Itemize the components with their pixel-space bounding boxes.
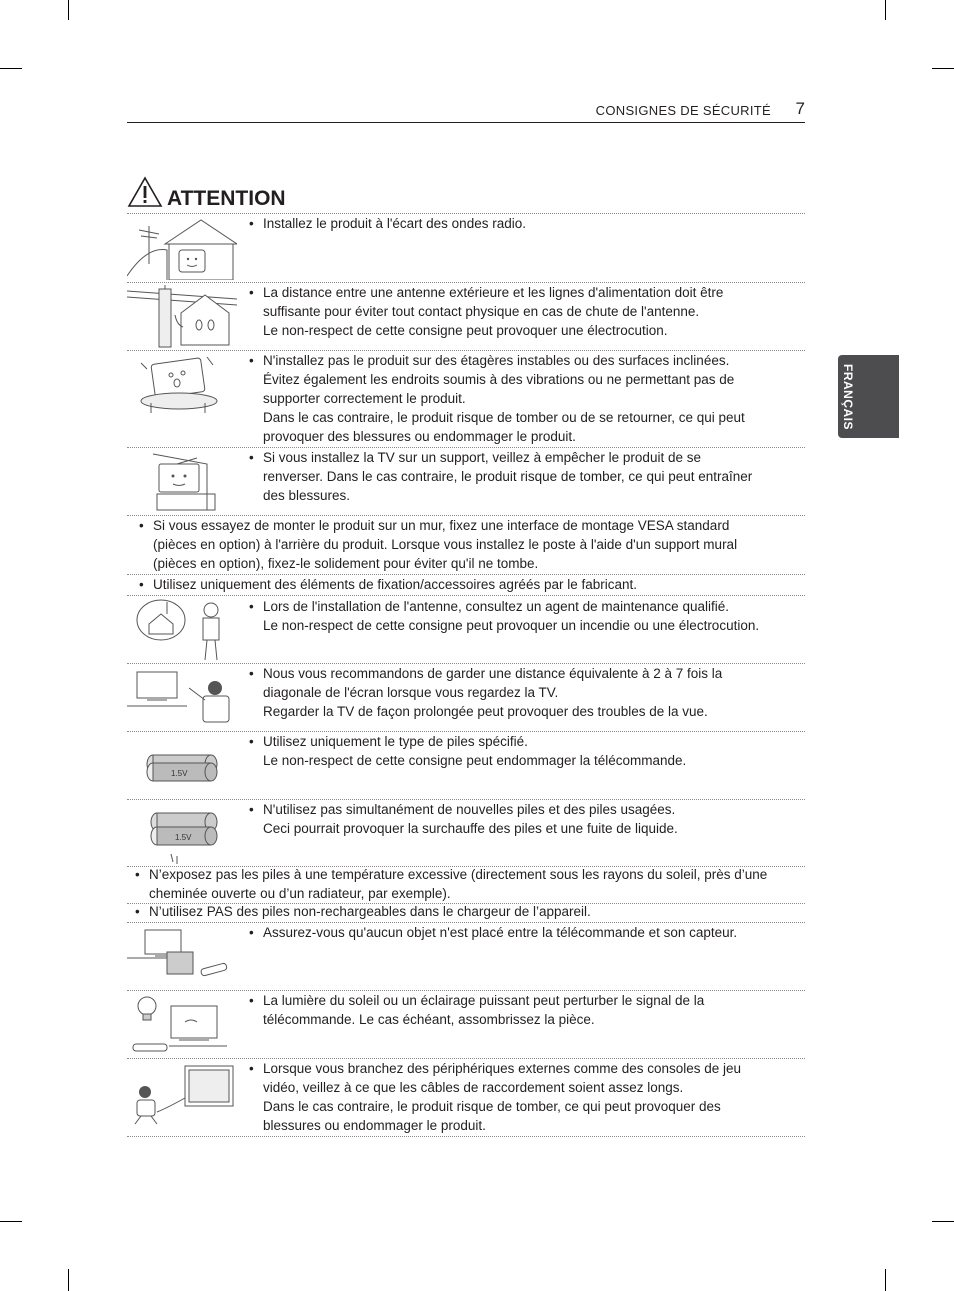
crop-mark [68, 1269, 69, 1291]
crop-mark [885, 1269, 886, 1291]
item-line: N'installez pas le produit sur des étagères instables ou des surfaces inclinées. [263, 353, 730, 368]
item-line: Utilisez uniquement le type de piles spécifié. [263, 734, 528, 749]
crop-mark [68, 0, 69, 20]
item-line: Regarder la TV de façon prolongée peut provoquer des troubles de la vue. [263, 704, 708, 719]
antenna-powerline-illustration [127, 285, 237, 349]
bullet: • [249, 734, 254, 749]
item-line: Évitez également les endroits soumis à des vibrations ou ne permettant pas de [263, 372, 735, 387]
language-tab [838, 355, 899, 438]
list-item [249, 214, 526, 233]
bullet: • [249, 802, 254, 817]
item-line: provoquer des blessures ou endommager le produit. [263, 429, 576, 444]
list-item [135, 902, 591, 921]
list-item [249, 448, 753, 505]
row-separator [127, 595, 805, 596]
item-line: supporter correctement le produit. [263, 391, 466, 406]
list-item [249, 597, 760, 635]
item-line: vidéo, veillez à ce que les câbles de raccordement soient assez longs. [263, 1080, 684, 1095]
bullet: • [139, 518, 144, 533]
item-line: (pièces en option), fixez-le solidement pour éviter qu'il ne tombe. [153, 556, 539, 571]
item-line: N’exposez pas les piles à une température excessive (directement sous les rayons du soleil, près d’une [149, 867, 768, 882]
bullet: • [135, 867, 140, 882]
remote-obstacle-illustration [127, 926, 237, 990]
house-antenna-illustration [127, 216, 237, 280]
crop-mark [932, 1221, 954, 1222]
item-line: Lorsque vous branchez des périphériques externes comme des consoles de jeu [263, 1061, 742, 1076]
item-line: Le non-respect de cette consigne peut provoquer une électrocution. [263, 323, 668, 338]
list-item [139, 575, 638, 594]
item-line: Utilisez uniquement des éléments de fixation/accessoires agréés par le fabricant. [153, 577, 638, 592]
item-line: (pièces en option) à l'arrière du produit. Lorsque vous installez le poste à l'aide d'un support mural [153, 537, 738, 552]
item-line: suffisante pour éviter tout contact physique en cas de chute de l'antenne. [263, 304, 700, 319]
list-item [135, 865, 768, 903]
list-item [249, 732, 687, 770]
item-line: Dans le cas contraire, le produit risque de tomber, ce qui peut provoquer des [263, 1099, 721, 1114]
bullet: • [249, 599, 254, 614]
bullet: • [249, 993, 254, 1008]
crop-mark [885, 0, 886, 20]
crop-mark [0, 1221, 22, 1222]
battery-icon [127, 736, 237, 800]
item-line: Installez le produit à l'écart des ondes radio. [263, 216, 526, 231]
list-item [249, 351, 745, 446]
item-line: La lumière du soleil ou un éclairage puissant peut perturber le signal de la [263, 993, 705, 1008]
item-line: des blessures. [263, 488, 351, 503]
item-line: Assurez-vous qu'aucun objet n'est placé entre la télécommande et son capteur. [263, 925, 738, 940]
bullet: • [249, 666, 254, 681]
item-line: N’utilisez PAS des piles non-rechargeables dans le chargeur de l’appareil. [149, 904, 591, 919]
section-title: CONSIGNES DE SÉCURITÉ [595, 103, 771, 118]
sunlight-lamp-illustration [127, 994, 237, 1058]
item-line: Ceci pourrait provoquer la surchauffe des piles et une fuite de liquide. [263, 821, 678, 836]
antenna-technician-illustration [127, 598, 237, 662]
viewing-distance-illustration [127, 666, 237, 730]
warning-triangle-icon [127, 176, 163, 208]
item-line: Nous vous recommandons de garder une distance équivalente à 2 à 7 fois la [263, 666, 723, 681]
list-item [249, 923, 738, 942]
list-item [249, 991, 705, 1029]
bullet: • [249, 925, 254, 940]
page-number: 7 [795, 99, 805, 118]
page-title: ATTENTION [167, 187, 286, 210]
game-console-cable-illustration [127, 1062, 237, 1126]
battery-label: 1.5V [175, 833, 192, 842]
bullet: • [249, 1061, 254, 1076]
bullet: • [249, 216, 254, 231]
bullet: • [249, 353, 254, 368]
mixed-batteries-icon [127, 802, 237, 866]
item-line: télécommande. Le cas échéant, assombrissez la pièce. [263, 1012, 595, 1027]
unstable-shelf-illustration [127, 353, 237, 417]
list-item [249, 1059, 742, 1135]
bullet: • [135, 904, 140, 919]
list-item [249, 283, 724, 340]
crop-mark [0, 68, 22, 69]
row-separator [127, 1136, 805, 1137]
bullet: • [249, 450, 254, 465]
page-header [127, 100, 805, 123]
item-line: La distance entre une antenne extérieure et les lignes d'alimentation doit être [263, 285, 724, 300]
item-line: Si vous essayez de monter le produit sur un mur, fixez une interface de montage VESA standard [153, 518, 730, 533]
crop-mark [932, 68, 954, 69]
list-item [139, 516, 738, 573]
language-label: FRANÇAIS [841, 364, 855, 430]
item-line: renverser. Dans le cas contraire, le produit risque de tomber, ce qui peut entraîner [263, 469, 753, 484]
item-line: blessures ou endommager le produit. [263, 1118, 486, 1133]
bullet: • [249, 285, 254, 300]
item-line: N'utilisez pas simultanément de nouvelles piles et des piles usagées. [263, 802, 676, 817]
item-line: diagonale de l'écran lorsque vous regardez la TV. [263, 685, 559, 700]
item-line: Lors de l'installation de l'antenne, consultez un agent de maintenance qualifié. [263, 599, 729, 614]
item-line: Le non-respect de cette consigne peut provoquer un incendie ou une électrocution. [263, 618, 760, 633]
item-line: Dans le cas contraire, le produit risque de tomber ou de se retourner, ce qui peut [263, 410, 745, 425]
list-item [249, 664, 723, 721]
tv-stand-strap-illustration [127, 450, 237, 514]
battery-label: 1.5V [171, 769, 188, 778]
item-line: Le non-respect de cette consigne peut endommager la télécommande. [263, 753, 687, 768]
bullet: • [139, 577, 144, 592]
item-line: Si vous installez la TV sur un support, veillez à empêcher le produit de se [263, 450, 701, 465]
item-line: cheminée ouverte ou d’un radiateur, par exemple). [149, 886, 451, 901]
list-item [249, 800, 678, 838]
